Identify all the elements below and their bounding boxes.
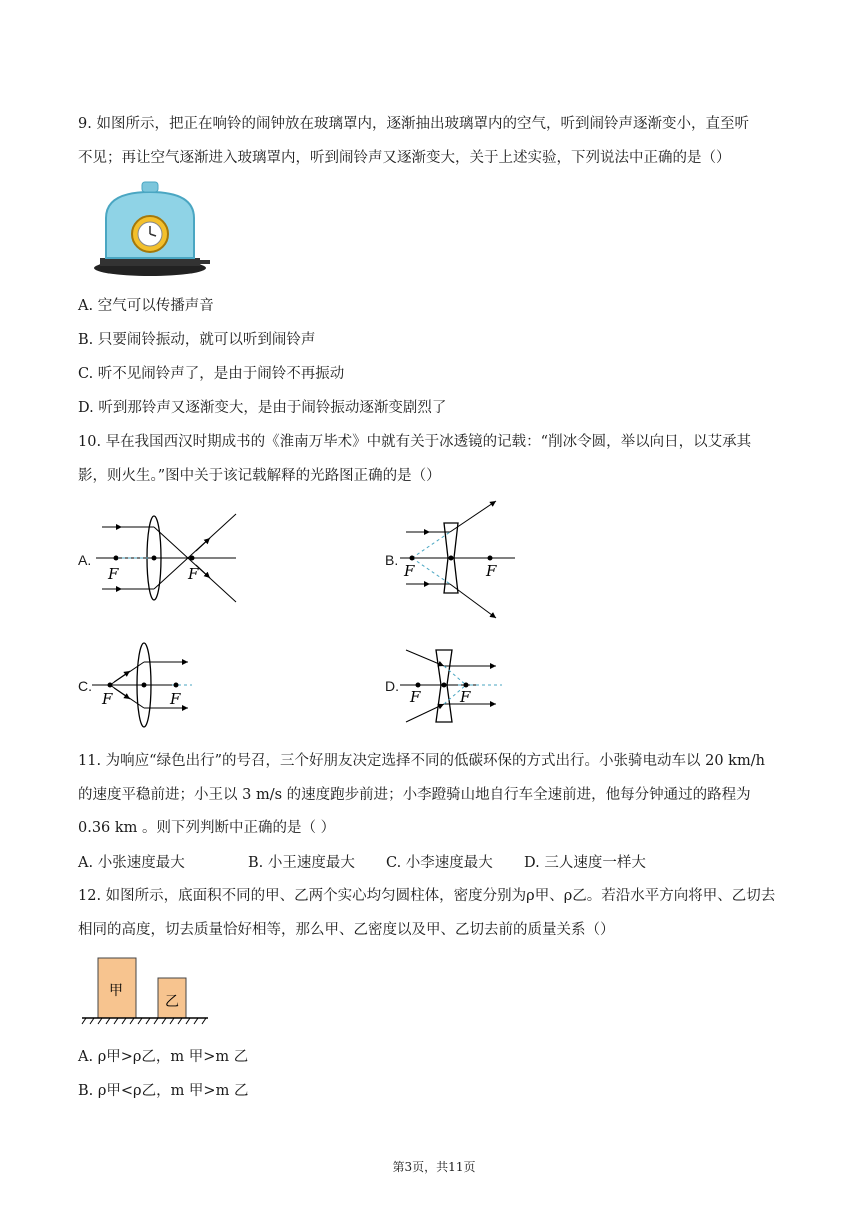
bell-jar-figure [92, 178, 212, 278]
q11-option-a: A. 小张速度最大 [78, 855, 185, 871]
q12-stem-line1: 12. 如图所示，底面积不同的甲、乙两个实心均匀圆柱体，密度分别为ρ甲、ρ乙。若沿水平方向将甲、乙切去 [78, 888, 776, 904]
q11-option-c: C. 小李速度最大 [386, 855, 493, 871]
q10-diagram-a [96, 510, 246, 605]
q12-option-a: A. ρ甲>ρ乙，m 甲>m 乙 [78, 1049, 249, 1065]
q9-option-c: C. 听不见闹铃声了，是由于闹铃不再振动 [78, 366, 345, 382]
q9-option-d: D. 听到那铃声又逐渐变大，是由于闹铃振动逐渐变剧烈了 [78, 400, 447, 416]
focus-label: F [486, 562, 497, 580]
q12-option-b: B. ρ甲<ρ乙，m 甲>m 乙 [78, 1083, 249, 1099]
q10-option-b-label: B. [385, 552, 399, 568]
q9-option-b: B. 只要闹铃振动，就可以听到闹铃声 [78, 332, 316, 348]
block-jia-label: 甲 [109, 983, 123, 999]
q10-stem-line1: 10. 早在我国西汉时期成书的《淮南万毕术》中就有关于冰透镜的记载：“削冰令圆，举以向日，以艾承其 [78, 434, 752, 450]
focus-label: F [170, 690, 181, 708]
page-footer: 第3页，共11页 [392, 1160, 476, 1174]
q10-diagram-b [400, 495, 530, 620]
q10-stem-line2: 影，则火生。”图中关于该记载解释的光路图正确的是（） [78, 468, 441, 484]
q10-option-c-label: C. [78, 678, 92, 694]
q10-option-a-label: A. [78, 552, 92, 568]
q9-stem-line1: 9. 如图所示，把正在响铃的闹钟放在玻璃罩内，逐渐抽出玻璃罩内的空气，听到闹铃声逐渐变小，直至听 [78, 116, 749, 132]
q11-stem-line3: 0.36 km 。则下列判断中正确的是（ ） [78, 820, 336, 836]
q11-option-d: D. 三人速度一样大 [524, 855, 646, 871]
focus-label: F [404, 562, 415, 580]
q12-cylinders-figure [80, 955, 215, 1030]
q9-option-a: A. 空气可以传播声音 [78, 298, 214, 314]
q11-option-b: B. 小王速度最大 [248, 855, 355, 871]
q10-diagram-d [400, 642, 510, 732]
focus-label: F [460, 688, 471, 706]
q11-stem-line1: 11. 为响应“绿色出行”的号召，三个好朋友决定选择不同的低碳环保的方式出行。小张骑电动车以 20 km/h [78, 753, 765, 769]
q10-option-d-label: D. [385, 678, 399, 694]
focus-label: F [410, 688, 421, 706]
focus-label: F [102, 690, 113, 708]
q10-diagram-c [92, 640, 202, 735]
block-yi-label: 乙 [165, 994, 179, 1010]
focus-label: F [108, 565, 119, 583]
q11-stem-line2: 的速度平稳前进；小王以 3 m/s 的速度跑步前进；小李蹬骑山地自行车全速前进，他每分钟通过的路程为 [78, 787, 751, 803]
q12-stem-line2: 相同的高度，切去质量恰好相等，那么甲、乙密度以及甲、乙切去前的质量关系（） [78, 922, 615, 938]
q9-stem-line2: 不见；再让空气逐渐进入玻璃罩内，听到闹铃声又逐渐变大，关于上述实验，下列说法中正确的是（） [78, 150, 731, 166]
focus-label: F [188, 565, 199, 583]
